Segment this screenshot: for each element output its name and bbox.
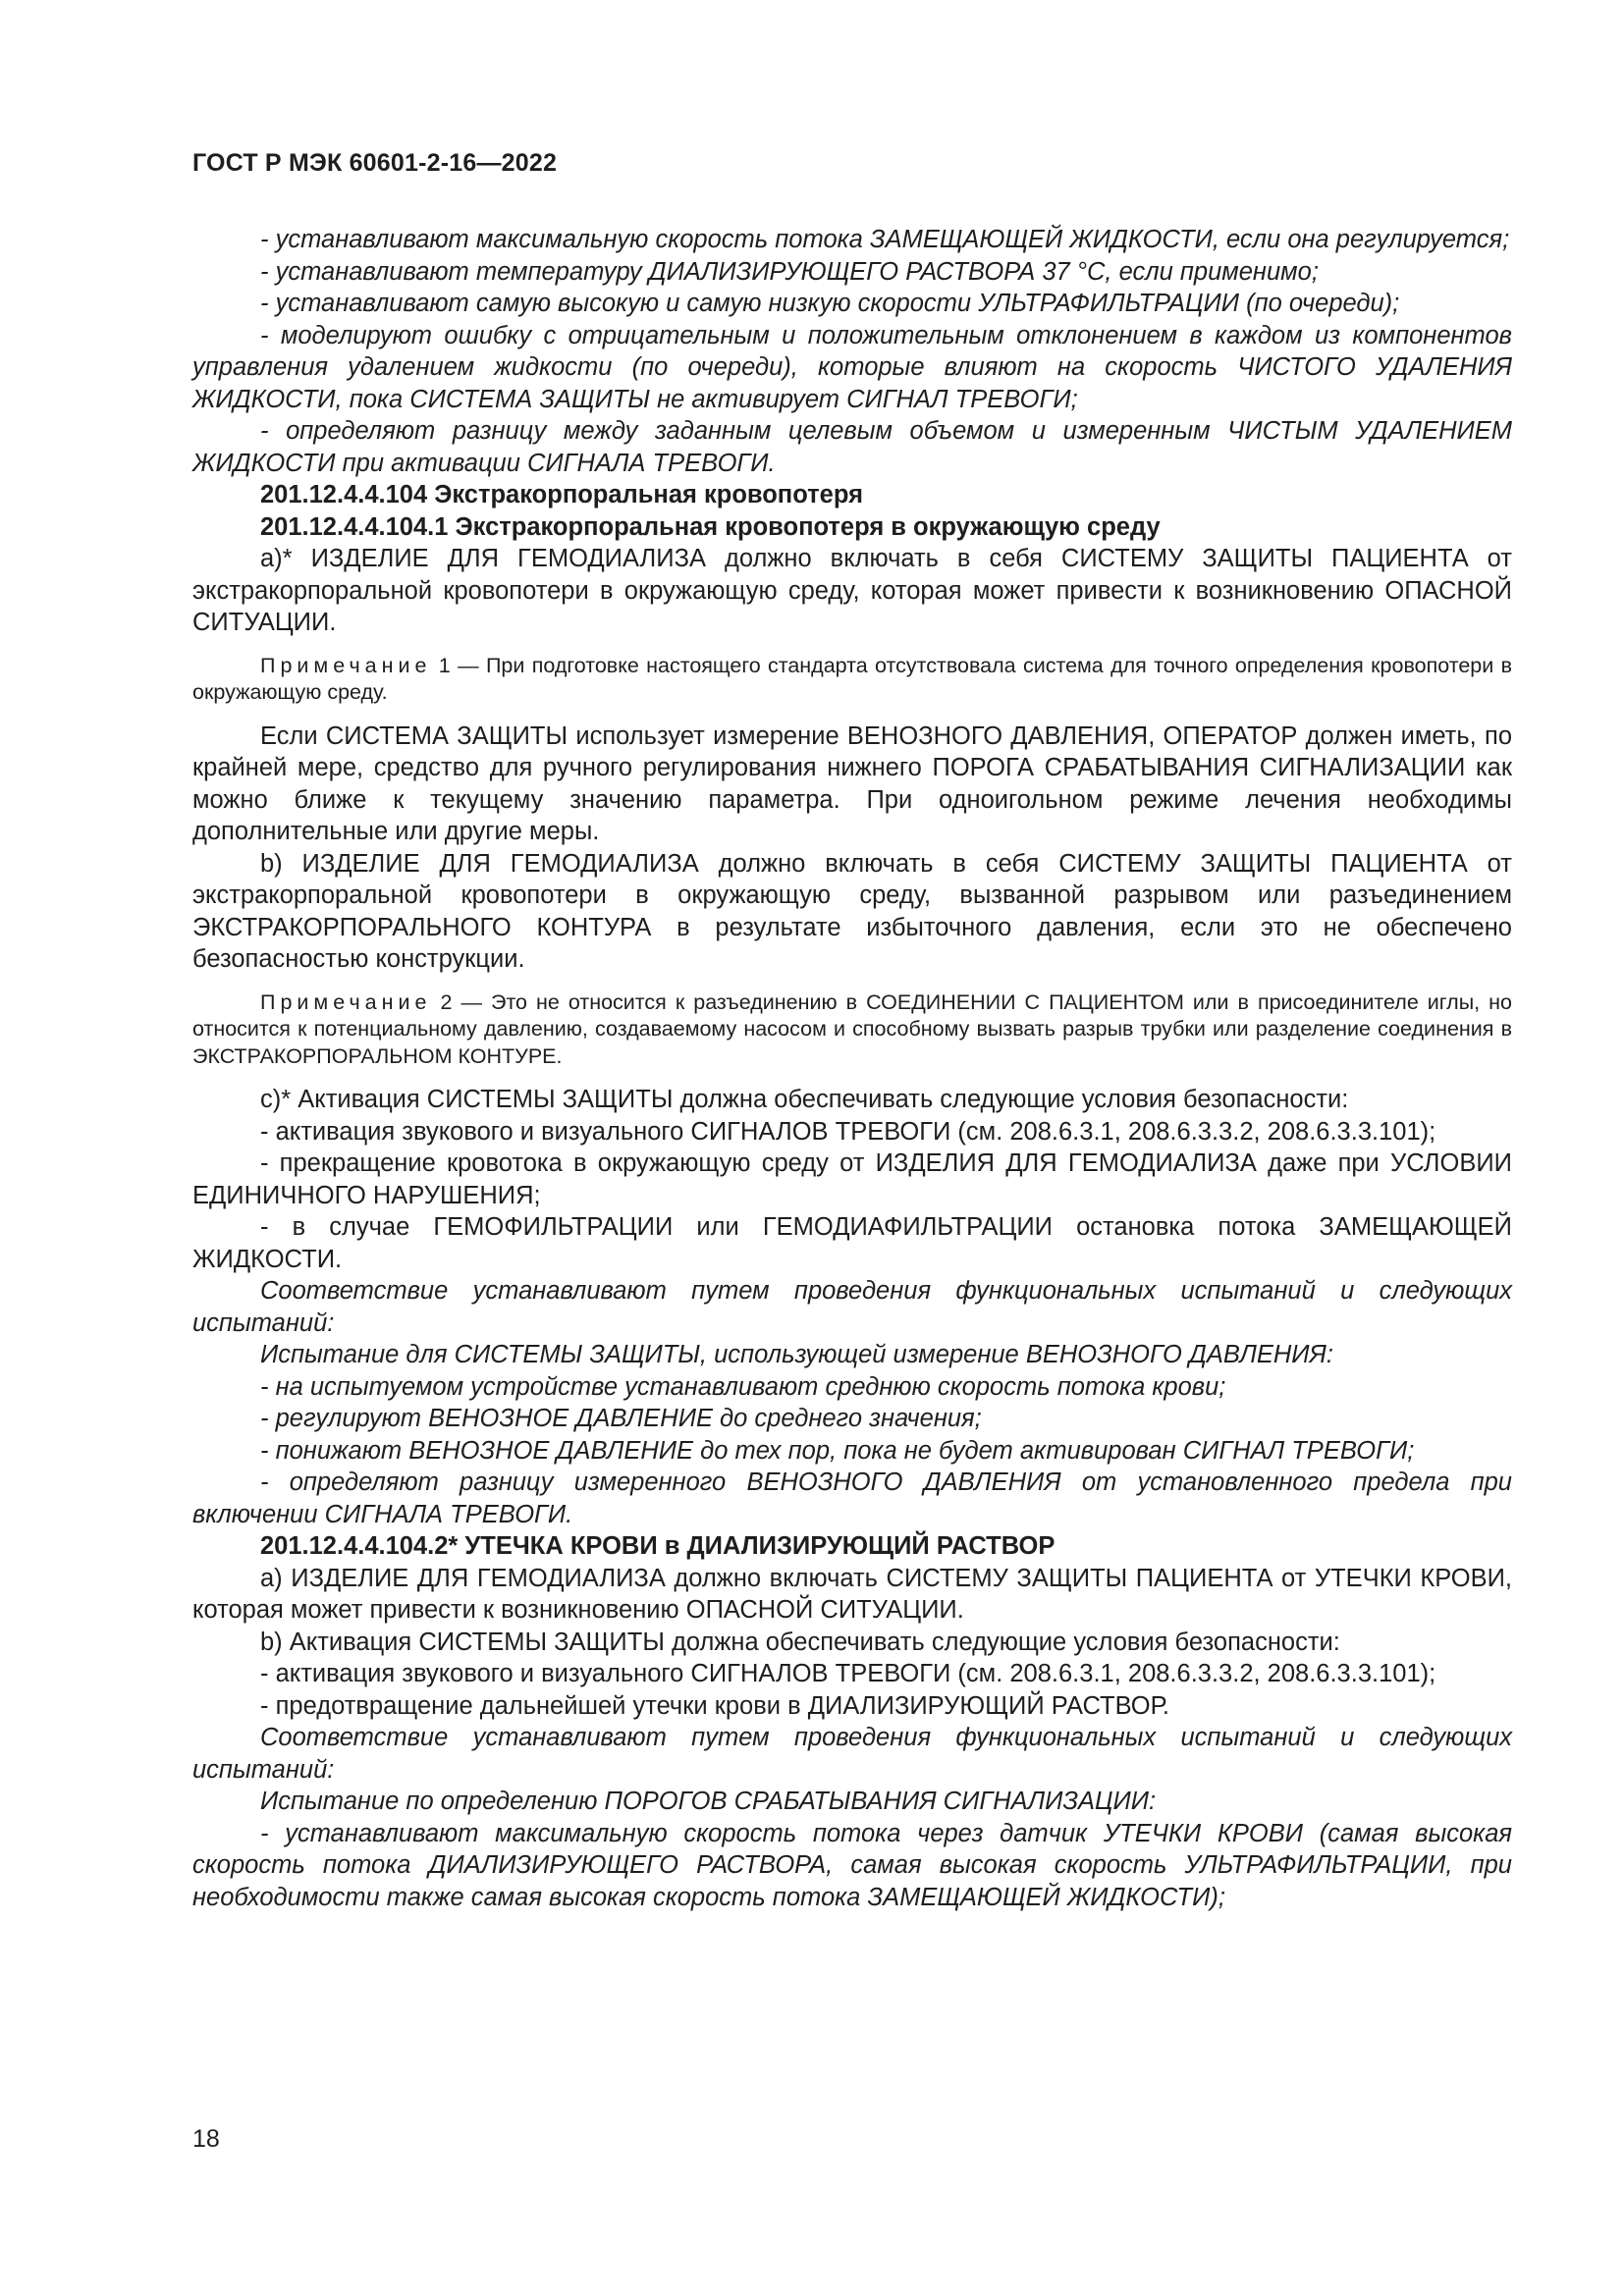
list-item: - предотвращение дальнейшей утечки крови в ДИАЛИЗИРУЮЩИЙ РАСТВОР. — [260, 1691, 1169, 1720]
note-number: 1 — — [438, 653, 479, 677]
list-item: - устанавливают температуру ДИАЛИЗИРУЮЩЕГО РАСТВОРА 37 °С, если применимо; — [260, 257, 1319, 286]
note-2 — [192, 989, 1512, 1071]
paragraph: Если СИСТЕМА ЗАЩИТЫ использует измерение ВЕНОЗНОГО ДАВЛЕНИЯ, ОПЕРАТОР должен иметь, по крайней мере, средство для ручного регулирования нижнего ПОРОГА СРАБАТЫВАНИЯ СИГНАЛИЗАЦИИ как можно ближе к текущему значению параметра. При одноигольном режиме лечения необходимы дополнительные или другие меры. — [192, 721, 1512, 845]
list-item: - активация звукового и визуального СИГНАЛОВ ТРЕВОГИ (см. 208.6.3.1, 208.6.3.3.2, 208.6.3.3.101); — [260, 1117, 1436, 1146]
list-item: - активация звукового и визуального СИГНАЛОВ ТРЕВОГИ (см. 208.6.3.1, 208.6.3.3.2, 208.6.3.3.101); — [260, 1660, 1436, 1687]
document-body — [192, 224, 1512, 1913]
paragraph: Испытание по определению ПОРОГОВ СРАБАТЫВАНИЯ СИГНАЛИЗАЦИИ: — [260, 1788, 1157, 1815]
list-item: - на испытуемом устройстве устанавливают среднюю скорость потока крови; — [260, 1372, 1226, 1401]
paragraph: Соответствие устанавливают путем проведения функциональных испытаний и следующих испытаний: — [192, 1277, 1512, 1337]
list-item: - регулируют ВЕНОЗНОЕ ДАВЛЕНИЕ до среднего значения; — [260, 1405, 982, 1432]
note-label: Примечание — [260, 653, 432, 677]
list-item: - моделируют ошибку с отрицательным и положительным отклонением в каждом из компонентов управления удалением жидкости (по очереди), которые влияют на скорость ЧИСТОГО УДАЛЕНИЯ ЖИДКОСТИ, пока СИСТЕМА ЗАЩИТЫ не активирует СИГНАЛ ТРЕВОГИ; — [192, 321, 1512, 413]
paragraph: Испытание для СИСТЕМЫ ЗАЩИТЫ, использующей измерение ВЕНОЗНОГО ДАВЛЕНИЯ: — [260, 1341, 1333, 1368]
list-item: - прекращение кровотока в окружающую среду от ИЗДЕЛИЯ ДЛЯ ГЕМОДИАЛИЗА даже при УСЛОВИИ ЕДИНИЧНОГО НАРУШЕНИЯ; — [192, 1149, 1512, 1209]
subsection-heading: 201.12.4.4.104.2* УТЕЧКА КРОВИ в ДИАЛИЗИРУЮЩИЙ РАСТВОР — [260, 1532, 1056, 1560]
page-number: 18 — [192, 2125, 220, 2153]
list-item: - понижают ВЕНОЗНОЕ ДАВЛЕНИЕ до тех пор, пока не будет активирован СИГНАЛ ТРЕВОГИ; — [260, 1436, 1415, 1465]
note-1 — [192, 653, 1512, 707]
paragraph: Соответствие устанавливают путем проведения функциональных испытаний и следующих испытаний: — [192, 1724, 1512, 1784]
list-item: - устанавливают максимальную скорость потока ЗАМЕЩАЮЩЕЙ ЖИДКОСТИ, если она регулируется; — [260, 226, 1510, 253]
document-header: ГОСТ Р МЭК 60601-2-16—2022 — [192, 149, 558, 177]
list-item: - определяют разницу между заданным целевым объемом и измеренным ЧИСТЫМ УДАЛЕНИЕМ ЖИДКОСТИ при активации СИГНАЛА ТРЕВОГИ. — [192, 417, 1512, 477]
note-text: При подготовке настоящего стандарта отсутствовала система для точного определения кровопотери в окружающую среду. — [192, 653, 1512, 704]
list-item: - устанавливают максимальную скорость потока через датчик УТЕЧКИ КРОВИ (самая высокая скорость потока ДИАЛИЗИРУЮЩЕГО РАСТВОРА, самая высокая скорость УЛЬТРАФИЛЬТРАЦИИ, при необходимости также самая высокая скорость потока ЗАМЕЩАЮЩЕЙ ЖИДКОСТИ); — [192, 1819, 1512, 1911]
note-label: Примечание — [260, 989, 432, 1014]
paragraph: b) ИЗДЕЛИЕ ДЛЯ ГЕМОДИАЛИЗА должно включать в себя СИСТЕМУ ЗАЩИТЫ ПАЦИЕНТА от экстракорпоральной кровопотери в окружающую среду, вызванной разрывом или разъединением ЭКСТРАКОРПОРАЛЬНОГО КОНТУРА в результате избыточного давления, если это не обеспечено безопасностью конструкции. — [192, 849, 1512, 973]
note-text: Это не относится к разъединению в СОЕДИНЕНИИ С ПАЦИЕНТОМ или в присоединителе иглы, но относится к потенциальному давлению, создаваемому насосом и способному вызвать разрыв трубки или разделение соединения в ЭКСТРАКОРПОРАЛЬНОМ КОНТУРЕ. — [192, 989, 1512, 1068]
section-heading: 201.12.4.4.104 Экстракорпоральная кровопотеря — [260, 481, 863, 508]
list-item: - устанавливают самую высокую и самую низкую скорости УЛЬТРАФИЛЬТРАЦИИ (по очереди); — [260, 290, 1400, 317]
subsection-heading: 201.12.4.4.104.1 Экстракорпоральная кровопотеря в окружающую среду — [260, 512, 1161, 541]
paragraph: а)* ИЗДЕЛИЕ ДЛЯ ГЕМОДИАЛИЗА должно включать в себя СИСТЕМУ ЗАЩИТЫ ПАЦИЕНТА от экстракорпоральной кровопотери в окружающую среду, которая может привести к возникновению ОПАСНОЙ СИТУАЦИИ. — [192, 545, 1512, 636]
paragraph: с)* Активация СИСТЕМЫ ЗАЩИТЫ должна обеспечивать следующие условия безопасности: — [260, 1086, 1349, 1113]
paragraph: а) ИЗДЕЛИЕ ДЛЯ ГЕМОДИАЛИЗА должно включать СИСТЕМУ ЗАЩИТЫ ПАЦИЕНТА от УТЕЧКИ КРОВИ, которая может привести к возникновению ОПАСНОЙ СИТУАЦИИ. — [192, 1564, 1512, 1624]
paragraph: b) Активация СИСТЕМЫ ЗАЩИТЫ должна обеспечивать следующие условия безопасности: — [260, 1628, 1340, 1656]
list-item: - в случае ГЕМОФИЛЬТРАЦИИ или ГЕМОДИАФИЛЬТРАЦИИ остановка потока ЗАМЕЩАЮЩЕЙ ЖИДКОСТИ. — [192, 1213, 1512, 1273]
list-item: - определяют разницу измеренного ВЕНОЗНОГО ДАВЛЕНИЯ от установленного предела при включении СИГНАЛА ТРЕВОГИ. — [192, 1468, 1512, 1528]
note-number: 2 — — [440, 989, 482, 1014]
